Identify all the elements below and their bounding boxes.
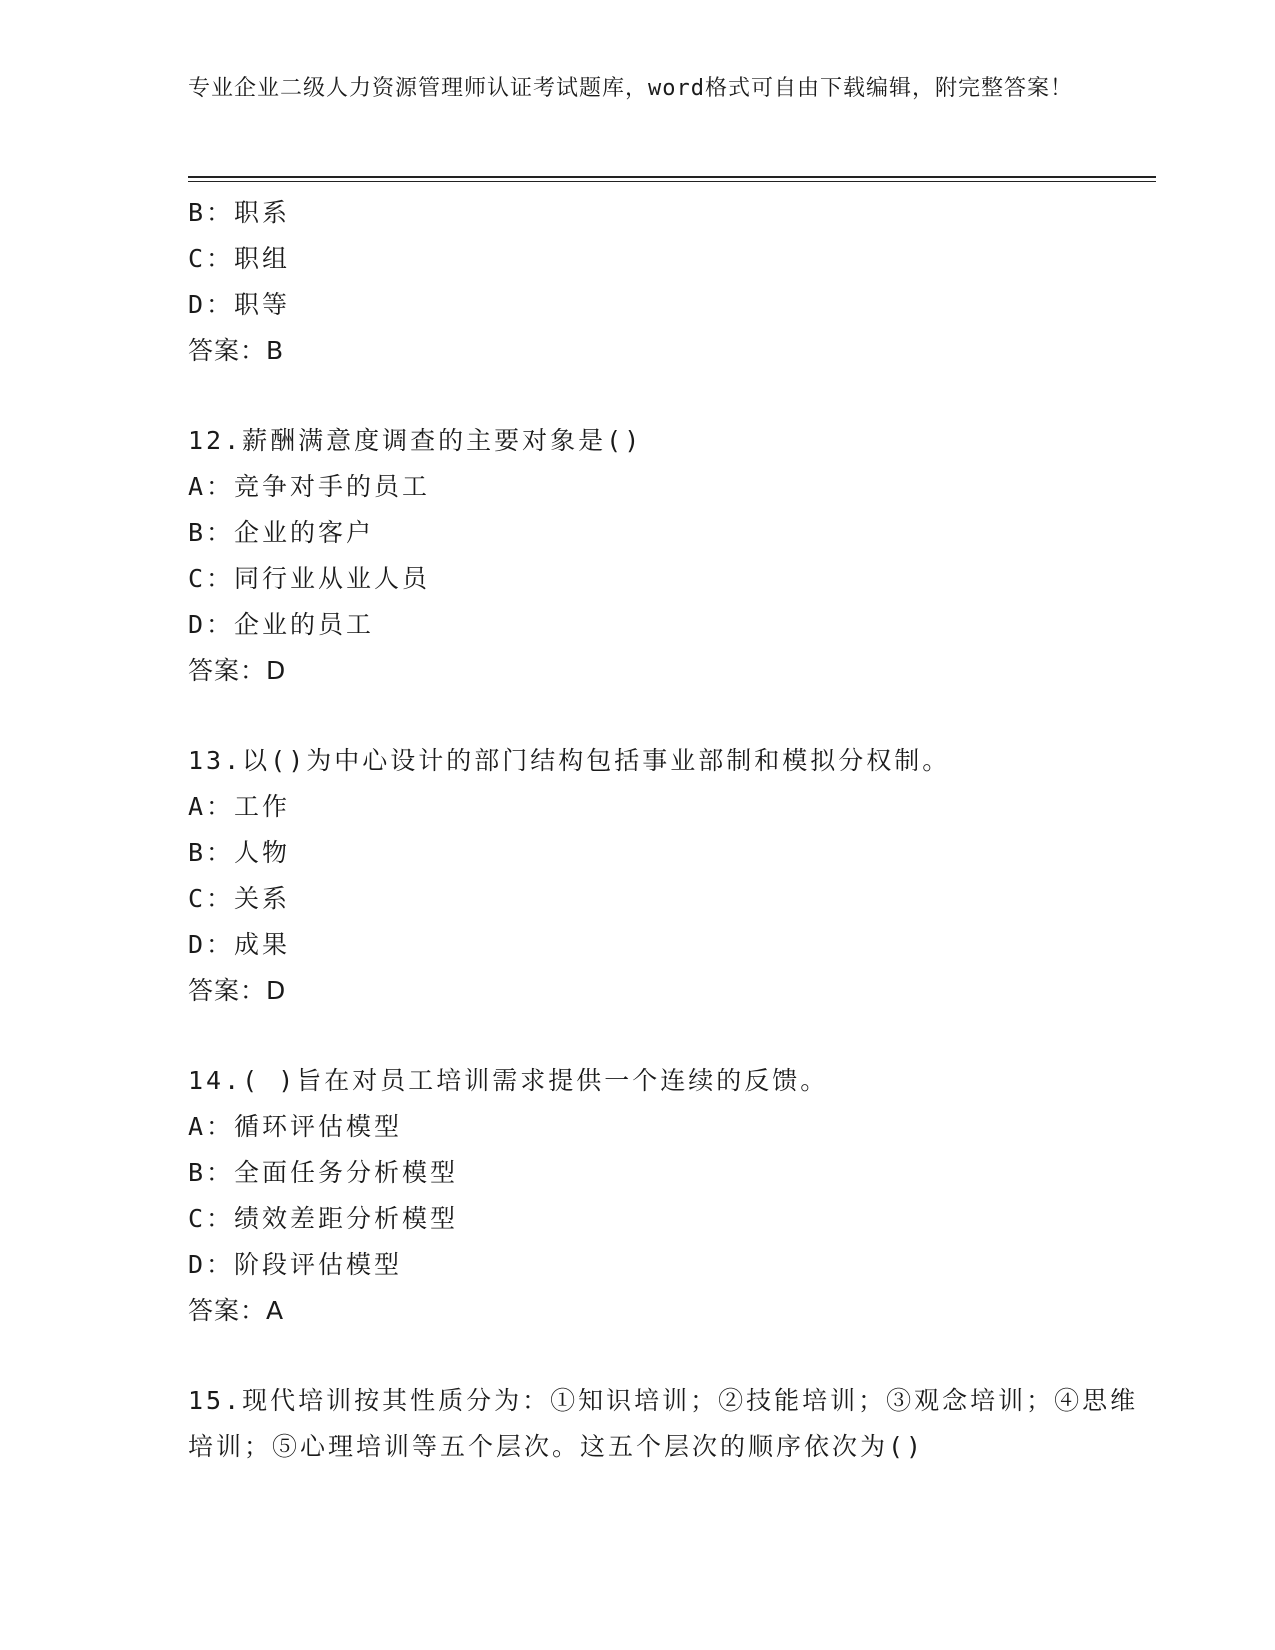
header-divider-thin	[188, 181, 1156, 182]
option-d: D：职等	[188, 290, 291, 319]
option-d: D：企业的员工	[188, 610, 375, 639]
question-text: 15.现代培训按其性质分为：①知识培训；②技能培训；③观念培训；④思维培训；⑤心理培训等五个层次。这五个层次的顺序依次为()	[188, 1386, 1139, 1461]
header-divider	[188, 176, 1156, 178]
option-c: C：关系	[188, 884, 291, 913]
question-text: 14.( )旨在对员工培训需求提供一个连续的反馈。	[188, 1066, 829, 1095]
answer: 答案：B	[188, 336, 285, 365]
question-block-15	[188, 1378, 1156, 1470]
option-d: D：成果	[188, 930, 291, 959]
question-text: 12.薪酬满意度调查的主要对象是()	[188, 426, 643, 455]
option-c: C：同行业从业人员	[188, 564, 431, 593]
question-block-14	[188, 1058, 1156, 1334]
option-c: C：职组	[188, 244, 291, 273]
option-a: A：竞争对手的员工	[188, 472, 431, 501]
answer: 答案：A	[188, 1296, 285, 1325]
answer: 答案：D	[188, 656, 287, 685]
document-header: 专业企业二级人力资源管理师认证考试题库，word格式可自由下载编辑，附完整答案！	[188, 76, 1073, 101]
option-a: A：工作	[188, 792, 291, 821]
option-c: C：绩效差距分析模型	[188, 1204, 459, 1233]
question-text: 13.以()为中心设计的部门结构包括事业部制和模拟分权制。	[188, 746, 951, 775]
answer: 答案：D	[188, 976, 287, 1005]
option-b: B：人物	[188, 838, 291, 867]
question-list	[188, 190, 1156, 1470]
question-block-13	[188, 738, 1156, 1014]
option-b: B：企业的客户	[188, 518, 375, 547]
question-block-12	[188, 418, 1156, 694]
option-b: B：职系	[188, 198, 291, 227]
option-d: D：阶段评估模型	[188, 1250, 403, 1279]
question-block-continued	[188, 190, 1156, 374]
option-b: B：全面任务分析模型	[188, 1158, 459, 1187]
option-a: A：循环评估模型	[188, 1112, 403, 1141]
